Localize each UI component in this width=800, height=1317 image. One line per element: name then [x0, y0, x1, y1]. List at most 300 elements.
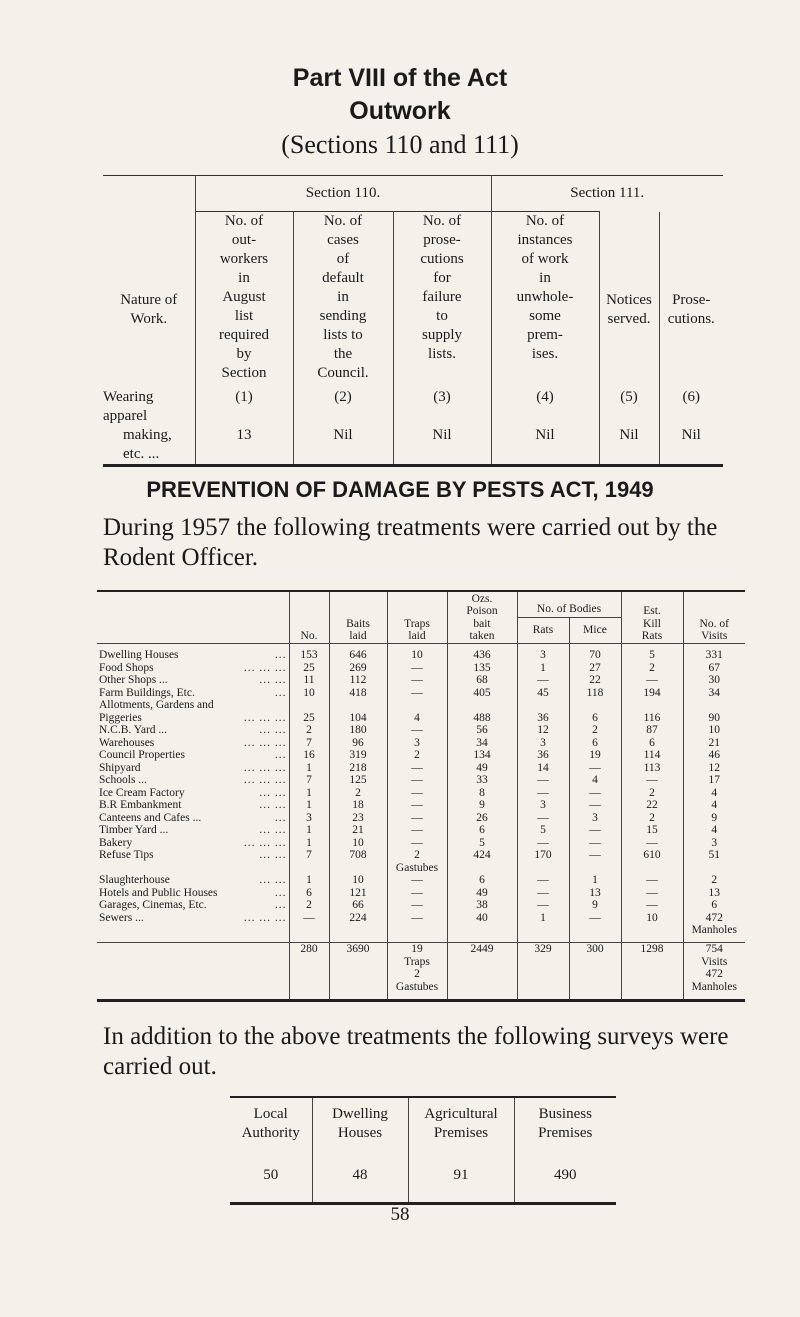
table-row: [97, 687, 745, 700]
table-row: [97, 849, 745, 862]
survey-header: [408, 1097, 514, 1149]
table-cell: 6: [447, 874, 517, 887]
table-cell: 135: [447, 662, 517, 675]
col2-line: cases: [327, 232, 359, 248]
row-label-text: N.C.B. Yard ...: [99, 724, 168, 736]
header-no: No.: [289, 591, 329, 643]
table-cell: 36: [517, 749, 569, 762]
table-cell: 96: [329, 737, 387, 750]
row-label-dots: ... ...: [259, 824, 287, 836]
table-cell: 3: [517, 799, 569, 812]
row-label: [97, 737, 289, 750]
row-value: 13: [195, 426, 293, 466]
table-cell: 10: [683, 724, 745, 737]
row-label-text: Schools ...: [99, 774, 147, 786]
table-cell: 1: [289, 824, 329, 837]
table-cell: 10: [329, 837, 387, 850]
row-label: [97, 687, 289, 700]
table-cell: 40: [447, 912, 517, 925]
table-cell: [621, 862, 683, 875]
row-label-text: Council Properties: [99, 749, 185, 761]
col2-line: lists to: [323, 327, 363, 343]
col1-line: No. of: [224, 213, 264, 229]
table-cell: 170: [517, 849, 569, 862]
row-label-text: Other Shops ...: [99, 674, 168, 686]
col2-line: default: [322, 270, 364, 286]
table-cell: —: [569, 824, 621, 837]
row-label-text: Piggeries: [99, 711, 142, 724]
row-label: [97, 674, 289, 687]
row-label: [97, 824, 289, 837]
table-cell: 3: [569, 812, 621, 825]
col2-line: Council.: [317, 365, 369, 381]
table-row: [97, 924, 745, 937]
header-rats: Rats: [517, 617, 569, 643]
col2-line: in: [337, 289, 349, 305]
total-visits-line: Visits: [701, 955, 728, 968]
col2-line: of: [336, 251, 350, 267]
total-visits-line: 754: [705, 943, 723, 955]
section-111-header: Section 111.: [570, 185, 645, 201]
header-traps-line: laid: [408, 630, 426, 642]
table-cell: 22: [621, 799, 683, 812]
col4-line: No. of: [525, 213, 565, 229]
nature-of-work-header: [103, 212, 195, 388]
row-label-text: Hotels and Public Houses: [99, 886, 218, 899]
table-cell: 104: [329, 712, 387, 725]
total-traps: [387, 943, 447, 1001]
header-ozs-line: bait: [473, 617, 491, 630]
col4-line: in: [539, 270, 551, 286]
row-label: [97, 887, 289, 900]
table-cell: 6: [621, 737, 683, 750]
row-label-text: Garages, Cinemas, Etc.: [99, 899, 207, 911]
table-cell: 26: [447, 812, 517, 825]
column-number: (2): [293, 388, 393, 426]
table-cell: 418: [329, 687, 387, 700]
row-label: [97, 862, 289, 875]
row-label-dots: ... ...: [259, 786, 287, 799]
table-cell: 13: [569, 887, 621, 900]
table-cell: 114: [621, 749, 683, 762]
table-cell: —: [387, 774, 447, 787]
col5-line: Notices: [606, 291, 652, 308]
table-cell: 16: [289, 749, 329, 762]
table-cell: —: [387, 812, 447, 825]
table-cell: 6: [447, 824, 517, 837]
survey-header: [230, 1097, 312, 1149]
table-cell: 51: [683, 849, 745, 862]
table-cell: 4: [387, 712, 447, 725]
table-cell: —: [387, 787, 447, 800]
col3-header: [393, 212, 491, 388]
header-baits-line: laid: [349, 630, 367, 642]
table-cell: [569, 699, 621, 712]
total-traps-line: Gastubes: [395, 980, 439, 993]
col2-line: No. of: [323, 213, 363, 229]
table-cell: 46: [683, 749, 745, 762]
table-cell: 1: [517, 662, 569, 675]
table-cell: 49: [447, 887, 517, 900]
row-label-text: Allotments, Gardens and: [99, 699, 214, 711]
survey-header-line: Houses: [337, 1124, 383, 1141]
row-label-text: Farm Buildings, Etc.: [99, 686, 195, 699]
table-cell: 331: [683, 649, 745, 662]
row-label-dots: ... ... ...: [243, 661, 287, 674]
table-cell: [621, 924, 683, 937]
table-row: [97, 662, 745, 675]
table-cell: 5: [517, 824, 569, 837]
table-cell: 112: [329, 674, 387, 687]
table-cell: —: [517, 812, 569, 825]
table-cell: 1: [289, 837, 329, 850]
row-label: [97, 712, 289, 725]
totals-row: [97, 943, 745, 1001]
table-cell: —: [621, 837, 683, 850]
table-row: [97, 724, 745, 737]
table-cell: [683, 862, 745, 875]
table-cell: 27: [569, 662, 621, 675]
table-cell: 1: [569, 874, 621, 887]
row-label-text: Timber Yard ...: [99, 824, 169, 836]
row-label: [97, 924, 289, 937]
table-cell: 15: [621, 824, 683, 837]
header-est: [621, 591, 683, 643]
survey-header-line: Authority: [241, 1124, 300, 1141]
survey-header-line: Business: [538, 1105, 592, 1122]
row-label: [97, 899, 289, 912]
table-row: [97, 699, 745, 712]
table-cell: 319: [329, 749, 387, 762]
table-cell: 134: [447, 749, 517, 762]
column-number: (6): [682, 388, 700, 405]
table-cell: —: [387, 687, 447, 700]
table-cell: 12: [517, 724, 569, 737]
table-cell: [329, 862, 387, 875]
col3-line: lists.: [428, 346, 456, 362]
row-label-dots: ... ... ...: [243, 911, 287, 924]
table-cell: 23: [329, 812, 387, 825]
table-cell: 6: [289, 887, 329, 900]
row-value: Nil: [491, 426, 599, 466]
row-label: [97, 762, 289, 775]
table-row: [97, 737, 745, 750]
column-number: (1): [195, 388, 293, 426]
col3-line: for: [433, 270, 451, 286]
survey-header-line: Premises: [538, 1124, 593, 1141]
table-cell: 10: [621, 912, 683, 925]
row-label-dots: ... ...: [259, 724, 287, 736]
table-cell: 436: [447, 649, 517, 662]
table-cell: —: [569, 787, 621, 800]
table-row: [97, 837, 745, 850]
table-cell: 2: [329, 787, 387, 800]
total-traps-line: Traps: [404, 955, 430, 968]
table-cell: 153: [289, 649, 329, 662]
header-ozs-line: Poison: [466, 605, 498, 617]
row-label: [97, 774, 289, 787]
table-cell: 218: [329, 762, 387, 775]
table-cell: 194: [621, 687, 683, 700]
table-cell: 11: [289, 674, 329, 687]
row-label-dots: ...: [274, 649, 287, 661]
col4-line: unwhole-: [516, 289, 574, 305]
row-label-dots: ... ...: [259, 799, 287, 811]
table-cell: [329, 924, 387, 937]
table-cell: 2: [387, 849, 447, 862]
table-cell: 7: [289, 849, 329, 862]
total-mice: 300: [569, 943, 621, 1001]
row-label-dots: ...: [274, 886, 287, 899]
header-est-line: Est.: [643, 605, 661, 617]
col5-header: [599, 212, 659, 388]
table-cell: —: [387, 837, 447, 850]
pest-treatments-table: [97, 590, 745, 1002]
table-cell: 118: [569, 687, 621, 700]
survey-header-line: Dwelling: [332, 1105, 388, 1122]
table-cell: [289, 862, 329, 875]
col1-line: August: [222, 289, 266, 305]
column-number: (3): [393, 388, 491, 426]
header-visits: [683, 591, 745, 643]
col6-header: [659, 212, 723, 388]
survey-value: 50: [230, 1149, 312, 1203]
section-110-header: Section 110.: [195, 176, 491, 212]
table-cell: 424: [447, 849, 517, 862]
row-label-text: Dwelling Houses: [99, 649, 179, 661]
header-mice: Mice: [569, 617, 621, 643]
table-cell: 45: [517, 687, 569, 700]
table-cell: 224: [329, 912, 387, 925]
table-cell: [517, 924, 569, 937]
table-cell: 17: [683, 774, 745, 787]
row-label-text: Refuse Tips: [99, 849, 154, 861]
table-cell: —: [569, 849, 621, 862]
table-cell: 56: [447, 724, 517, 737]
row-label-dots: ...: [274, 686, 287, 699]
table-cell: 9: [447, 799, 517, 812]
col1-line: Section: [221, 365, 267, 381]
table-cell: 66: [329, 899, 387, 912]
total-visits: [683, 943, 745, 1001]
col3-line: failure: [422, 289, 462, 305]
table-cell: Gastubes: [387, 862, 447, 875]
table-cell: 646: [329, 649, 387, 662]
nature-header-line: Work.: [130, 310, 168, 327]
table-cell: [569, 862, 621, 875]
row-label-dots: ... ... ...: [243, 836, 287, 849]
table-cell: 1: [289, 762, 329, 775]
row-value: Nil: [293, 426, 393, 466]
table-cell: 9: [683, 812, 745, 825]
table-cell: —: [387, 887, 447, 900]
header-ozs: [447, 591, 517, 643]
table-cell: 25: [289, 662, 329, 675]
total-baits: 3690: [329, 943, 387, 1001]
table-cell: 2: [621, 787, 683, 800]
table-cell: 1: [289, 787, 329, 800]
col4-header: [491, 212, 599, 388]
table-row: [97, 712, 745, 725]
col1-header: [195, 212, 293, 388]
table-cell: 34: [447, 737, 517, 750]
table-cell: 10: [289, 687, 329, 700]
table-cell: 6: [683, 899, 745, 912]
survey-value: 91: [408, 1149, 514, 1203]
col2-line: sending: [319, 308, 367, 324]
total-traps-line: 2: [414, 968, 420, 980]
col5-line: served.: [607, 310, 651, 327]
table-cell: —: [387, 674, 447, 687]
table-row: [97, 912, 745, 925]
table-cell: 21: [683, 737, 745, 750]
table-cell: —: [387, 762, 447, 775]
outwork-table: [103, 175, 723, 467]
col6-line: Prose-: [672, 291, 711, 308]
table-cell: —: [621, 774, 683, 787]
row-value: Nil: [681, 426, 701, 443]
table-cell: —: [569, 912, 621, 925]
table-row: [97, 649, 745, 662]
table-cell: 121: [329, 887, 387, 900]
col3-line: to: [436, 308, 448, 324]
table-cell: —: [517, 837, 569, 850]
survey-header-line: Agricultural: [424, 1105, 498, 1122]
row-label-dots: ... ...: [259, 674, 287, 686]
row-label: [97, 912, 289, 925]
total-rats: 329: [517, 943, 569, 1001]
row-label-dots: ... ... ...: [243, 761, 287, 774]
table-cell: 67: [683, 662, 745, 675]
table-cell: —: [569, 762, 621, 775]
col4-line: ises.: [531, 346, 559, 362]
col4-line: instances: [517, 232, 573, 248]
col1-line: workers: [219, 251, 269, 267]
table-cell: 3: [517, 649, 569, 662]
table-cell: —: [289, 912, 329, 925]
table-cell: —: [621, 674, 683, 687]
table-row: [97, 812, 745, 825]
col1-line: by: [236, 346, 252, 362]
table-cell: 87: [621, 724, 683, 737]
table-row: [97, 862, 745, 875]
table-cell: [387, 924, 447, 937]
table-cell: 1: [289, 799, 329, 812]
table-cell: [447, 699, 517, 712]
table-cell: —: [387, 874, 447, 887]
row-label-text: B.R Embankment: [99, 799, 182, 811]
table-cell: 180: [329, 724, 387, 737]
total-traps-line: 19: [411, 943, 423, 955]
table-cell: 1: [289, 874, 329, 887]
table-row: [97, 887, 745, 900]
table-cell: [569, 924, 621, 937]
header-visits-line: Visits: [701, 630, 728, 642]
table-cell: 3: [289, 812, 329, 825]
table-cell: —: [517, 874, 569, 887]
total-visits-line: 472: [705, 968, 723, 980]
table-cell: 2: [683, 874, 745, 887]
table-cell: 116: [621, 712, 683, 725]
table-row: [97, 774, 745, 787]
table-cell: 4: [683, 799, 745, 812]
part-title: Part VIII of the Act: [292, 64, 508, 92]
table-cell: —: [387, 912, 447, 925]
total-ozs: 2449: [447, 943, 517, 1001]
col2-line: the: [333, 346, 353, 362]
row-label-dots: ... ...: [259, 849, 287, 861]
col3-line: prose-: [423, 232, 461, 248]
table-cell: 6: [569, 737, 621, 750]
table-cell: 49: [447, 762, 517, 775]
col1-line: required: [219, 327, 269, 343]
table-cell: 13: [683, 887, 745, 900]
table-cell: 90: [683, 712, 745, 725]
header-visits-line: No. of: [699, 617, 729, 630]
page-number: 58: [390, 1204, 410, 1225]
table-cell: [447, 924, 517, 937]
nature-header-line: Nature of: [120, 291, 178, 308]
row-nature-line1: Wearing apparel: [103, 388, 195, 426]
table-cell: —: [387, 824, 447, 837]
table-cell: 2: [387, 749, 447, 762]
row-label: [97, 874, 289, 887]
col1-line: out-: [231, 232, 257, 248]
row-label-dots: ... ... ...: [243, 736, 287, 749]
table-cell: 9: [569, 899, 621, 912]
row-label: [97, 749, 289, 762]
table-cell: 3: [387, 737, 447, 750]
row-label-dots: ...: [274, 749, 287, 761]
table-cell: 472: [683, 912, 745, 925]
table-cell: 68: [447, 674, 517, 687]
table-cell: 2: [289, 724, 329, 737]
row-value: Nil: [599, 426, 659, 466]
table-cell: 2: [289, 899, 329, 912]
row-label: [97, 699, 289, 712]
col4-line: prem-: [527, 327, 563, 343]
table-cell: —: [621, 874, 683, 887]
table-cell: 21: [329, 824, 387, 837]
table-cell: 4: [683, 824, 745, 837]
row-label-text: Ice Cream Factory: [99, 786, 185, 799]
table-cell: 10: [387, 649, 447, 662]
table-row: [97, 762, 745, 775]
outwork-title: Outwork: [349, 97, 451, 125]
row-label-dots: ...: [274, 811, 287, 824]
table-row: [97, 799, 745, 812]
table-cell: [387, 699, 447, 712]
table-cell: [289, 924, 329, 937]
table-cell: —: [569, 799, 621, 812]
survey-value: 490: [514, 1149, 616, 1203]
surveys-table: [230, 1096, 616, 1205]
table-cell: 610: [621, 849, 683, 862]
table-row: [97, 899, 745, 912]
table-cell: Manholes: [683, 924, 745, 937]
table-cell: —: [569, 837, 621, 850]
row-label: [97, 787, 289, 800]
table-cell: 1: [517, 912, 569, 925]
table-cell: [329, 699, 387, 712]
col3-line: supply: [421, 327, 462, 343]
table-cell: 708: [329, 849, 387, 862]
table-cell: —: [517, 774, 569, 787]
table-cell: 4: [683, 787, 745, 800]
header-ozs-line: taken: [469, 630, 495, 642]
table-cell: 2: [569, 724, 621, 737]
table-row: [97, 824, 745, 837]
